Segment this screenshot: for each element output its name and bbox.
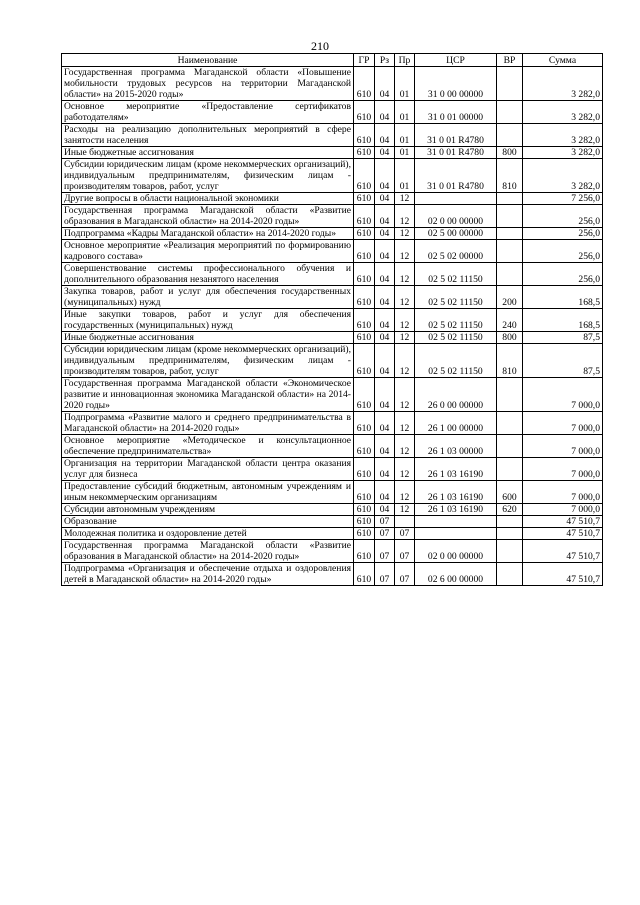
cell-vr: 810: [497, 344, 523, 378]
cell-gr: 610: [354, 540, 375, 563]
cell-rz: 07: [375, 516, 395, 528]
cell-rz: 04: [375, 263, 395, 286]
cell-csr: 02 0 00 00000: [415, 540, 497, 563]
cell-sum: 7 000,0: [523, 378, 603, 412]
cell-pr: 07: [395, 563, 415, 586]
cell-name: Иные закупки товаров, работ и услуг для обеспечения государственных (муниципальных) нужд: [62, 309, 354, 332]
cell-csr: 02 5 02 11150: [415, 309, 497, 332]
cell-csr: 02 5 00 00000: [415, 228, 497, 240]
cell-pr: 12: [395, 378, 415, 412]
cell-name: Подпрограмма «Развитие малого и среднего предпринимательства в Магаданской области» на 2014-2020 годы»: [62, 412, 354, 435]
cell-gr: 610: [354, 481, 375, 504]
cell-vr: 240: [497, 309, 523, 332]
cell-sum: 3 282,0: [523, 67, 603, 101]
table-row: [62, 286, 603, 309]
cell-rz: 07: [375, 563, 395, 586]
cell-csr: 31 0 01 R4780: [415, 124, 497, 147]
table-row: [62, 193, 603, 205]
cell-gr: 610: [354, 435, 375, 458]
cell-sum: 256,0: [523, 228, 603, 240]
cell-name: Основное мероприятие «Методическое и консультационное обеспечение предпринимательства»: [62, 435, 354, 458]
cell-csr: 31 0 01 R4780: [415, 159, 497, 193]
cell-rz: 04: [375, 504, 395, 516]
table-row: [62, 309, 603, 332]
cell-rz: 04: [375, 205, 395, 228]
column-header-gr: ГР: [354, 54, 375, 67]
cell-pr: 12: [395, 193, 415, 205]
cell-gr: 610: [354, 516, 375, 528]
cell-name: Иные бюджетные ассигнования: [62, 147, 354, 159]
cell-pr: 12: [395, 504, 415, 516]
table-row: [62, 332, 603, 344]
cell-rz: 04: [375, 309, 395, 332]
cell-sum: 168,5: [523, 309, 603, 332]
cell-vr: [497, 124, 523, 147]
cell-name: Основное мероприятие «Предоставление сертификатов работодателям»: [62, 101, 354, 124]
cell-csr: 31 0 00 00000: [415, 67, 497, 101]
cell-vr: [497, 378, 523, 412]
cell-pr: [395, 516, 415, 528]
column-header-pr: Пр: [395, 54, 415, 67]
column-header-sum: Сумма: [523, 54, 603, 67]
cell-sum: 3 282,0: [523, 101, 603, 124]
cell-gr: 610: [354, 332, 375, 344]
cell-sum: 168,5: [523, 286, 603, 309]
column-header-csr: ЦСР: [415, 54, 497, 67]
cell-sum: 7 000,0: [523, 412, 603, 435]
cell-csr: [415, 516, 497, 528]
cell-name: Субсидии автономным учреждениям: [62, 504, 354, 516]
cell-gr: 610: [354, 563, 375, 586]
cell-sum: 47 510,7: [523, 528, 603, 540]
cell-rz: 04: [375, 228, 395, 240]
cell-pr: 12: [395, 435, 415, 458]
table-row: [62, 516, 603, 528]
cell-gr: 610: [354, 378, 375, 412]
table-row: [62, 147, 603, 159]
cell-vr: [497, 240, 523, 263]
cell-sum: 7 000,0: [523, 504, 603, 516]
cell-name: Организация на территории Магаданской области центра оказания услуг для бизнеса: [62, 458, 354, 481]
cell-csr: 26 1 03 16190: [415, 504, 497, 516]
cell-pr: 12: [395, 240, 415, 263]
cell-rz: 04: [375, 458, 395, 481]
cell-rz: 04: [375, 435, 395, 458]
cell-gr: 610: [354, 205, 375, 228]
cell-rz: 04: [375, 481, 395, 504]
table-row: [62, 504, 603, 516]
cell-csr: 02 5 02 00000: [415, 240, 497, 263]
cell-vr: 200: [497, 286, 523, 309]
cell-pr: 12: [395, 205, 415, 228]
cell-gr: 610: [354, 228, 375, 240]
cell-pr: 12: [395, 344, 415, 378]
cell-csr: 26 1 00 00000: [415, 412, 497, 435]
cell-vr: [497, 263, 523, 286]
table-row: [62, 240, 603, 263]
cell-gr: 610: [354, 124, 375, 147]
cell-name: Основное мероприятие «Реализация мероприятий по формированию кадрового состава»: [62, 240, 354, 263]
cell-pr: 01: [395, 147, 415, 159]
cell-pr: 01: [395, 101, 415, 124]
cell-gr: 610: [354, 67, 375, 101]
cell-rz: 04: [375, 101, 395, 124]
cell-vr: [497, 528, 523, 540]
cell-name: Предоставление субсидий бюджетным, автономным учреждениям и иным некоммерческим организациям: [62, 481, 354, 504]
cell-csr: 26 0 00 00000: [415, 378, 497, 412]
cell-vr: [497, 412, 523, 435]
page-number: 210: [311, 39, 329, 53]
cell-csr: 02 5 02 11150: [415, 344, 497, 378]
cell-name: Закупка товаров, работ и услуг для обеспечения государственных (муниципальных) нужд: [62, 286, 354, 309]
cell-vr: [497, 435, 523, 458]
cell-gr: 610: [354, 101, 375, 124]
cell-name: Подпрограмма «Кадры Магаданской области» на 2014-2020 годы»: [62, 228, 354, 240]
cell-csr: 02 0 00 00000: [415, 205, 497, 228]
cell-pr: 07: [395, 528, 415, 540]
cell-vr: 800: [497, 147, 523, 159]
cell-vr: [497, 516, 523, 528]
table-row: [62, 159, 603, 193]
cell-vr: [497, 67, 523, 101]
cell-rz: 04: [375, 332, 395, 344]
cell-sum: 7 000,0: [523, 435, 603, 458]
cell-csr: 31 0 01 R4780: [415, 147, 497, 159]
table-row: [62, 412, 603, 435]
cell-vr: [497, 228, 523, 240]
cell-pr: 12: [395, 286, 415, 309]
cell-sum: 7 000,0: [523, 481, 603, 504]
cell-name: Совершенствование системы профессионального обучения и дополнительного образования незанятого населения: [62, 263, 354, 286]
cell-csr: 02 5 02 11150: [415, 332, 497, 344]
cell-name: Субсидии юридическим лицам (кроме некоммерческих организаций), индивидуальным предпринимателям, физическим лицам - производителям товаров, работ, услуг: [62, 159, 354, 193]
cell-name: Государственная программа Магаданской области «Повышение мобильности трудовых ресурсов на территории Магаданской области» на 2015-2020 годы»: [62, 67, 354, 101]
cell-csr: 26 1 03 16190: [415, 458, 497, 481]
table-row: [62, 528, 603, 540]
table-row: [62, 205, 603, 228]
cell-rz: 04: [375, 240, 395, 263]
cell-pr: 07: [395, 540, 415, 563]
cell-gr: 610: [354, 240, 375, 263]
table-row: [62, 124, 603, 147]
table-row: [62, 540, 603, 563]
cell-sum: 47 510,7: [523, 563, 603, 586]
cell-name: Государственная программа Магаданской области «Экономическое развитие и инновационная экономика Магаданской области» на 2014-2020 годы»: [62, 378, 354, 412]
cell-pr: 12: [395, 332, 415, 344]
budget-table: [61, 53, 603, 586]
cell-gr: 610: [354, 193, 375, 205]
cell-gr: 610: [354, 147, 375, 159]
cell-csr: 02 6 00 00000: [415, 563, 497, 586]
table-row: [62, 101, 603, 124]
cell-gr: 610: [354, 344, 375, 378]
cell-pr: 12: [395, 458, 415, 481]
cell-gr: 610: [354, 458, 375, 481]
cell-name: Иные бюджетные ассигнования: [62, 332, 354, 344]
cell-rz: 04: [375, 147, 395, 159]
cell-vr: [497, 563, 523, 586]
cell-name: Образование: [62, 516, 354, 528]
cell-rz: 04: [375, 67, 395, 101]
cell-name: Субсидии юридическим лицам (кроме некоммерческих организаций), индивидуальным предпринимателям, физическим лицам - производителям товаров, работ, услуг: [62, 344, 354, 378]
cell-gr: 610: [354, 528, 375, 540]
cell-pr: 12: [395, 263, 415, 286]
table-row: [62, 563, 603, 586]
cell-csr: [415, 528, 497, 540]
cell-vr: [497, 205, 523, 228]
table-row: [62, 263, 603, 286]
cell-sum: 256,0: [523, 205, 603, 228]
cell-pr: 01: [395, 67, 415, 101]
cell-sum: 87,5: [523, 344, 603, 378]
cell-gr: 610: [354, 263, 375, 286]
table-row: [62, 458, 603, 481]
cell-sum: 256,0: [523, 240, 603, 263]
cell-vr: 800: [497, 332, 523, 344]
cell-name: Государственная программа Магаданской области «Развитие образования в Магаданской области» на 2014-2020 годы»: [62, 205, 354, 228]
cell-csr: 31 0 01 00000: [415, 101, 497, 124]
cell-csr: 26 1 03 00000: [415, 435, 497, 458]
cell-gr: 610: [354, 309, 375, 332]
cell-rz: 04: [375, 412, 395, 435]
cell-name: Расходы на реализацию дополнительных мероприятий в сфере занятости населения: [62, 124, 354, 147]
cell-rz: 04: [375, 344, 395, 378]
column-header-name: Наименование: [62, 54, 354, 67]
cell-sum: 87,5: [523, 332, 603, 344]
table-row: [62, 435, 603, 458]
cell-pr: 12: [395, 309, 415, 332]
cell-pr: 12: [395, 228, 415, 240]
cell-csr: 26 1 03 16190: [415, 481, 497, 504]
cell-name: Другие вопросы в области национальной экономики: [62, 193, 354, 205]
table-row: [62, 228, 603, 240]
cell-sum: 7 256,0: [523, 193, 603, 205]
cell-vr: 620: [497, 504, 523, 516]
cell-rz: 04: [375, 159, 395, 193]
cell-sum: 47 510,7: [523, 540, 603, 563]
cell-csr: 02 5 02 11150: [415, 286, 497, 309]
table-row: [62, 481, 603, 504]
cell-vr: 810: [497, 159, 523, 193]
cell-rz: 07: [375, 540, 395, 563]
cell-vr: [497, 193, 523, 205]
cell-rz: 04: [375, 193, 395, 205]
cell-vr: [497, 540, 523, 563]
cell-rz: 04: [375, 286, 395, 309]
cell-name: Молодежная политика и оздоровление детей: [62, 528, 354, 540]
table-row: [62, 67, 603, 101]
cell-sum: 47 510,7: [523, 516, 603, 528]
cell-sum: 256,0: [523, 263, 603, 286]
column-header-rz: Рз: [375, 54, 395, 67]
cell-pr: 12: [395, 412, 415, 435]
cell-name: Подпрограмма «Организация и обеспечение отдыха и оздоровления детей в Магаданской области» на 2014-2020 годы»: [62, 563, 354, 586]
cell-vr: [497, 458, 523, 481]
cell-sum: 3 282,0: [523, 159, 603, 193]
cell-vr: 600: [497, 481, 523, 504]
cell-sum: 3 282,0: [523, 147, 603, 159]
cell-pr: 01: [395, 159, 415, 193]
cell-rz: 07: [375, 528, 395, 540]
cell-pr: 12: [395, 481, 415, 504]
cell-rz: 04: [375, 378, 395, 412]
cell-gr: 610: [354, 286, 375, 309]
cell-gr: 610: [354, 159, 375, 193]
column-header-vr: ВР: [497, 54, 523, 67]
table-row: [62, 378, 603, 412]
table-row: [62, 344, 603, 378]
cell-name: Государственная программа Магаданской области «Развитие образования в Магаданской области» на 2014-2020 годы»: [62, 540, 354, 563]
cell-csr: 02 5 02 11150: [415, 263, 497, 286]
cell-vr: [497, 101, 523, 124]
cell-rz: 04: [375, 124, 395, 147]
cell-csr: [415, 193, 497, 205]
cell-sum: 3 282,0: [523, 124, 603, 147]
cell-pr: 01: [395, 124, 415, 147]
table-header-row: [62, 54, 603, 67]
cell-sum: 7 000,0: [523, 458, 603, 481]
cell-gr: 610: [354, 504, 375, 516]
cell-gr: 610: [354, 412, 375, 435]
